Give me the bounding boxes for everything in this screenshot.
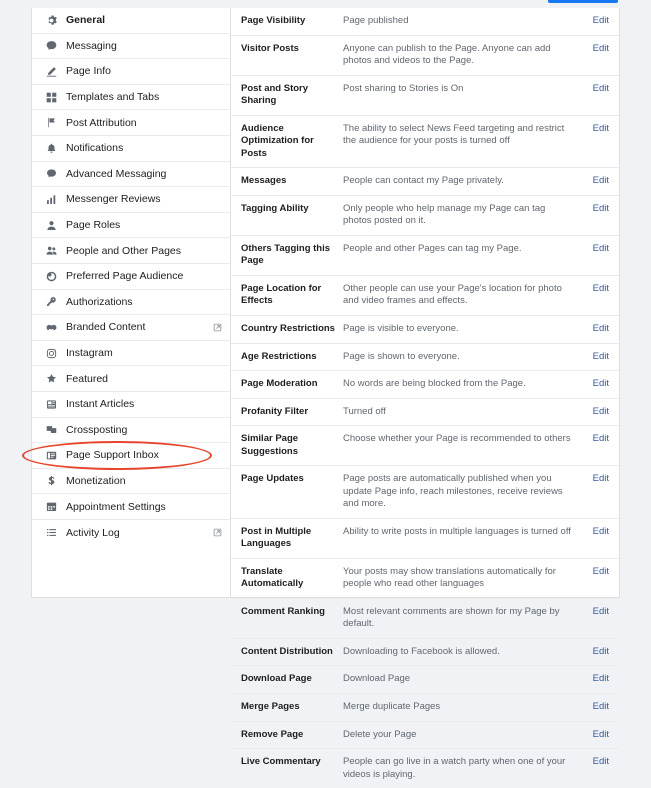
star-icon (44, 373, 59, 384)
handshake-icon (44, 322, 59, 333)
settings-row (231, 466, 619, 519)
setting-description: Page posts are automatically published when you update Page info, reach milestones, receive reviews and more. (343, 473, 563, 510)
sidebar-item-label: Page Roles (66, 219, 121, 232)
sidebar-item-label: Featured (66, 372, 109, 385)
sidebar-item-post-attribution[interactable] (32, 110, 230, 136)
settings-row (231, 344, 619, 372)
edit-link[interactable]: Edit (592, 405, 609, 417)
sidebar-item-preferred-page-audience[interactable] (32, 264, 230, 290)
sidebar-item-page-support-inbox[interactable] (32, 443, 230, 469)
sidebar-item-people-and-other-pages[interactable] (32, 238, 230, 264)
setting-name: Translate Automatically (241, 565, 304, 590)
grid-icon (44, 92, 59, 103)
pencil-icon (44, 66, 59, 77)
setting-description: People can go live in a watch party when one of your videos is playing. (343, 756, 566, 780)
edit-link[interactable]: Edit (592, 82, 609, 94)
sidebar-item-label: People and Other Pages (66, 244, 181, 257)
setting-description: People and other Pages can tag my Page. (343, 242, 522, 254)
sidebar-item-appointment-settings[interactable] (32, 494, 230, 520)
sidebar-item-label: Crossposting (66, 423, 128, 436)
settings-row (231, 694, 619, 722)
setting-name: Profanity Filter (241, 405, 309, 417)
setting-name: Page Visibility (241, 15, 306, 26)
setting-description: Choose whether your Page is recommended to others (343, 433, 571, 445)
setting-name: Page Updates (241, 473, 304, 485)
sidebar-item-label: Templates and Tabs (66, 91, 160, 104)
chat-bubble-icon (44, 168, 59, 179)
setting-name: Post and Story Sharing (241, 82, 309, 107)
top-strip (0, 0, 651, 8)
sidebar-item-page-info[interactable] (32, 59, 230, 85)
external-link-icon (213, 323, 222, 332)
edit-link[interactable]: Edit (592, 15, 609, 26)
settings-row (231, 559, 619, 599)
sidebar-item-label: Instant Articles (66, 398, 135, 411)
edit-link[interactable]: Edit (592, 473, 609, 485)
edit-link[interactable]: Edit (592, 122, 609, 134)
setting-name: Age Restrictions (241, 350, 317, 362)
sidebar-item-label: Branded Content (66, 321, 146, 334)
settings-row (231, 236, 619, 276)
sidebar-item-messaging[interactable] (32, 34, 230, 60)
setting-name: Page Location for Effects (241, 282, 322, 307)
setting-description: Download Page (343, 673, 411, 685)
edit-link[interactable]: Edit (592, 322, 609, 334)
sidebar-item-label: Messenger Reviews (66, 193, 161, 206)
sidebar-item-instagram[interactable] (32, 341, 230, 367)
settings-row (231, 196, 619, 236)
setting-name: Others Tagging this Page (241, 242, 331, 267)
settings-row (231, 639, 619, 667)
setting-description: Only people who help manage my Page can tag photos posted on it. (343, 202, 546, 227)
gear-icon (44, 15, 59, 26)
calendar-icon (44, 501, 59, 512)
sidebar-item-label: General (66, 14, 106, 27)
sidebar-item-activity-log[interactable] (32, 520, 230, 546)
setting-name: Page Moderation (241, 378, 318, 390)
setting-description: Post sharing to Stories is On (343, 82, 464, 94)
settings-row (231, 371, 619, 399)
bell-icon (44, 143, 59, 154)
edit-link[interactable]: Edit (592, 175, 609, 187)
settings-row (231, 36, 619, 76)
setting-description: Turned off (343, 405, 386, 417)
instagram-icon (44, 348, 59, 359)
settings-sidebar (32, 8, 231, 597)
edit-link[interactable]: Edit (592, 378, 609, 390)
sidebar-item-featured[interactable] (32, 366, 230, 392)
external-link-icon (213, 528, 222, 537)
settings-row (231, 666, 619, 694)
sidebar-item-label: Notifications (66, 142, 124, 155)
person-icon (44, 220, 59, 231)
setting-description: Other people can use your Page's location for photo and video frames and effects. (343, 282, 562, 307)
settings-row (231, 168, 619, 196)
key-icon (44, 296, 59, 307)
edit-link[interactable]: Edit (592, 565, 609, 577)
sidebar-item-instant-articles[interactable] (32, 392, 230, 418)
settings-row (231, 276, 619, 316)
settings-list (231, 8, 619, 780)
edit-link[interactable]: Edit (592, 525, 609, 537)
sidebar-item-label: Advanced Messaging (66, 167, 167, 180)
settings-row (231, 8, 619, 36)
setting-description: Page is visible to everyone. (343, 322, 459, 334)
edit-link[interactable]: Edit (592, 756, 609, 768)
flag-icon (44, 117, 59, 128)
setting-description: Delete your Page (343, 728, 417, 740)
setting-name: Remove Page (241, 728, 304, 740)
bars-icon (44, 194, 59, 205)
edit-link[interactable]: Edit (592, 645, 609, 657)
list-icon (44, 527, 59, 538)
setting-description: Page published (343, 15, 409, 26)
sidebar-item-crossposting[interactable] (32, 418, 230, 444)
settings-row (231, 749, 619, 788)
sidebar-item-label: Page Info (66, 65, 111, 78)
edit-link[interactable]: Edit (592, 350, 609, 362)
settings-row (231, 116, 619, 169)
edit-link[interactable]: Edit (592, 42, 609, 54)
inbox-icon (44, 450, 59, 461)
setting-name: Download Page (241, 673, 312, 685)
sidebar-item-label: Monetization (66, 474, 126, 487)
setting-description: Merge duplicate Pages (343, 701, 441, 712)
target-icon (44, 271, 59, 282)
setting-name: Content Distribution (241, 645, 333, 657)
sidebar-item-notifications[interactable] (32, 136, 230, 162)
setting-name: Post in Multiple Languages (241, 525, 312, 550)
sidebar-item-branded-content[interactable] (32, 315, 230, 341)
setting-name: Comment Ranking (241, 605, 325, 617)
settings-row (231, 76, 619, 116)
setting-name: Country Restrictions (241, 322, 335, 334)
sidebar-item-label: Messaging (66, 39, 117, 52)
setting-description: No words are being blocked from the Page. (343, 378, 526, 390)
sidebar-item-label: Authorizations (66, 295, 133, 308)
article-icon (44, 399, 59, 410)
crosspost-icon (44, 424, 59, 435)
sidebar-item-label: Page Support Inbox (66, 449, 159, 462)
people-icon (44, 245, 59, 256)
setting-name: Tagging Ability (241, 202, 309, 214)
edit-link[interactable]: Edit (592, 202, 609, 214)
settings-row (231, 722, 619, 750)
sidebar-item-label: Appointment Settings (66, 500, 166, 513)
sidebar-item-authorizations[interactable] (32, 290, 230, 316)
settings-row (231, 316, 619, 344)
settings-row (231, 599, 619, 639)
setting-name: Audience Optimization for Posts (241, 122, 314, 159)
setting-name: Merge Pages (241, 701, 300, 712)
edit-link[interactable]: Edit (592, 433, 609, 445)
chat-icon (44, 40, 59, 51)
edit-link[interactable]: Edit (592, 673, 609, 685)
setting-description: Page is shown to everyone. (343, 350, 460, 362)
sidebar-item-label: Activity Log (66, 526, 120, 539)
dollar-icon (44, 475, 59, 486)
setting-description: Anyone can publish to the Page. Anyone can add photos and videos to the Page. (343, 42, 551, 67)
setting-description: Most relevant comments are shown for my Page by default. (343, 605, 560, 630)
sidebar-item-page-roles[interactable] (32, 213, 230, 239)
sidebar-item-general[interactable] (32, 8, 230, 34)
setting-description: Your posts may show translations automatically for people who read other languages (343, 565, 556, 590)
edit-link[interactable]: Edit (592, 728, 609, 740)
sidebar-item-monetization[interactable] (32, 469, 230, 495)
sidebar-item-label: Post Attribution (66, 116, 137, 129)
active-tab-indicator (548, 0, 618, 3)
setting-name: Similar Page Suggestions (241, 433, 299, 457)
setting-description: Downloading to Facebook is allowed. (343, 645, 500, 657)
sidebar-item-templates-and-tabs[interactable] (32, 85, 230, 111)
edit-link[interactable]: Edit (592, 701, 609, 712)
sidebar-item-label: Preferred Page Audience (66, 270, 184, 283)
edit-link[interactable]: Edit (592, 605, 609, 617)
setting-description: People can contact my Page privately. (343, 175, 504, 187)
sidebar-item-label: Instagram (66, 347, 113, 360)
edit-link[interactable]: Edit (592, 242, 609, 254)
edit-link[interactable]: Edit (592, 282, 609, 294)
settings-row (231, 519, 619, 559)
setting-name: Messages (241, 175, 287, 187)
sidebar-item-advanced-messaging[interactable] (32, 162, 230, 188)
sidebar-item-messenger-reviews[interactable] (32, 187, 230, 213)
setting-description: The ability to select News Feed targeting and restrict the audience for your posts is turned off (343, 122, 565, 147)
settings-row (231, 399, 619, 427)
setting-description: Ability to write posts in multiple languages is turned off (343, 525, 571, 537)
settings-layout (31, 8, 620, 780)
setting-name: Live Commentary (241, 756, 321, 768)
settings-row (231, 426, 619, 466)
setting-name: Visitor Posts (241, 42, 299, 54)
